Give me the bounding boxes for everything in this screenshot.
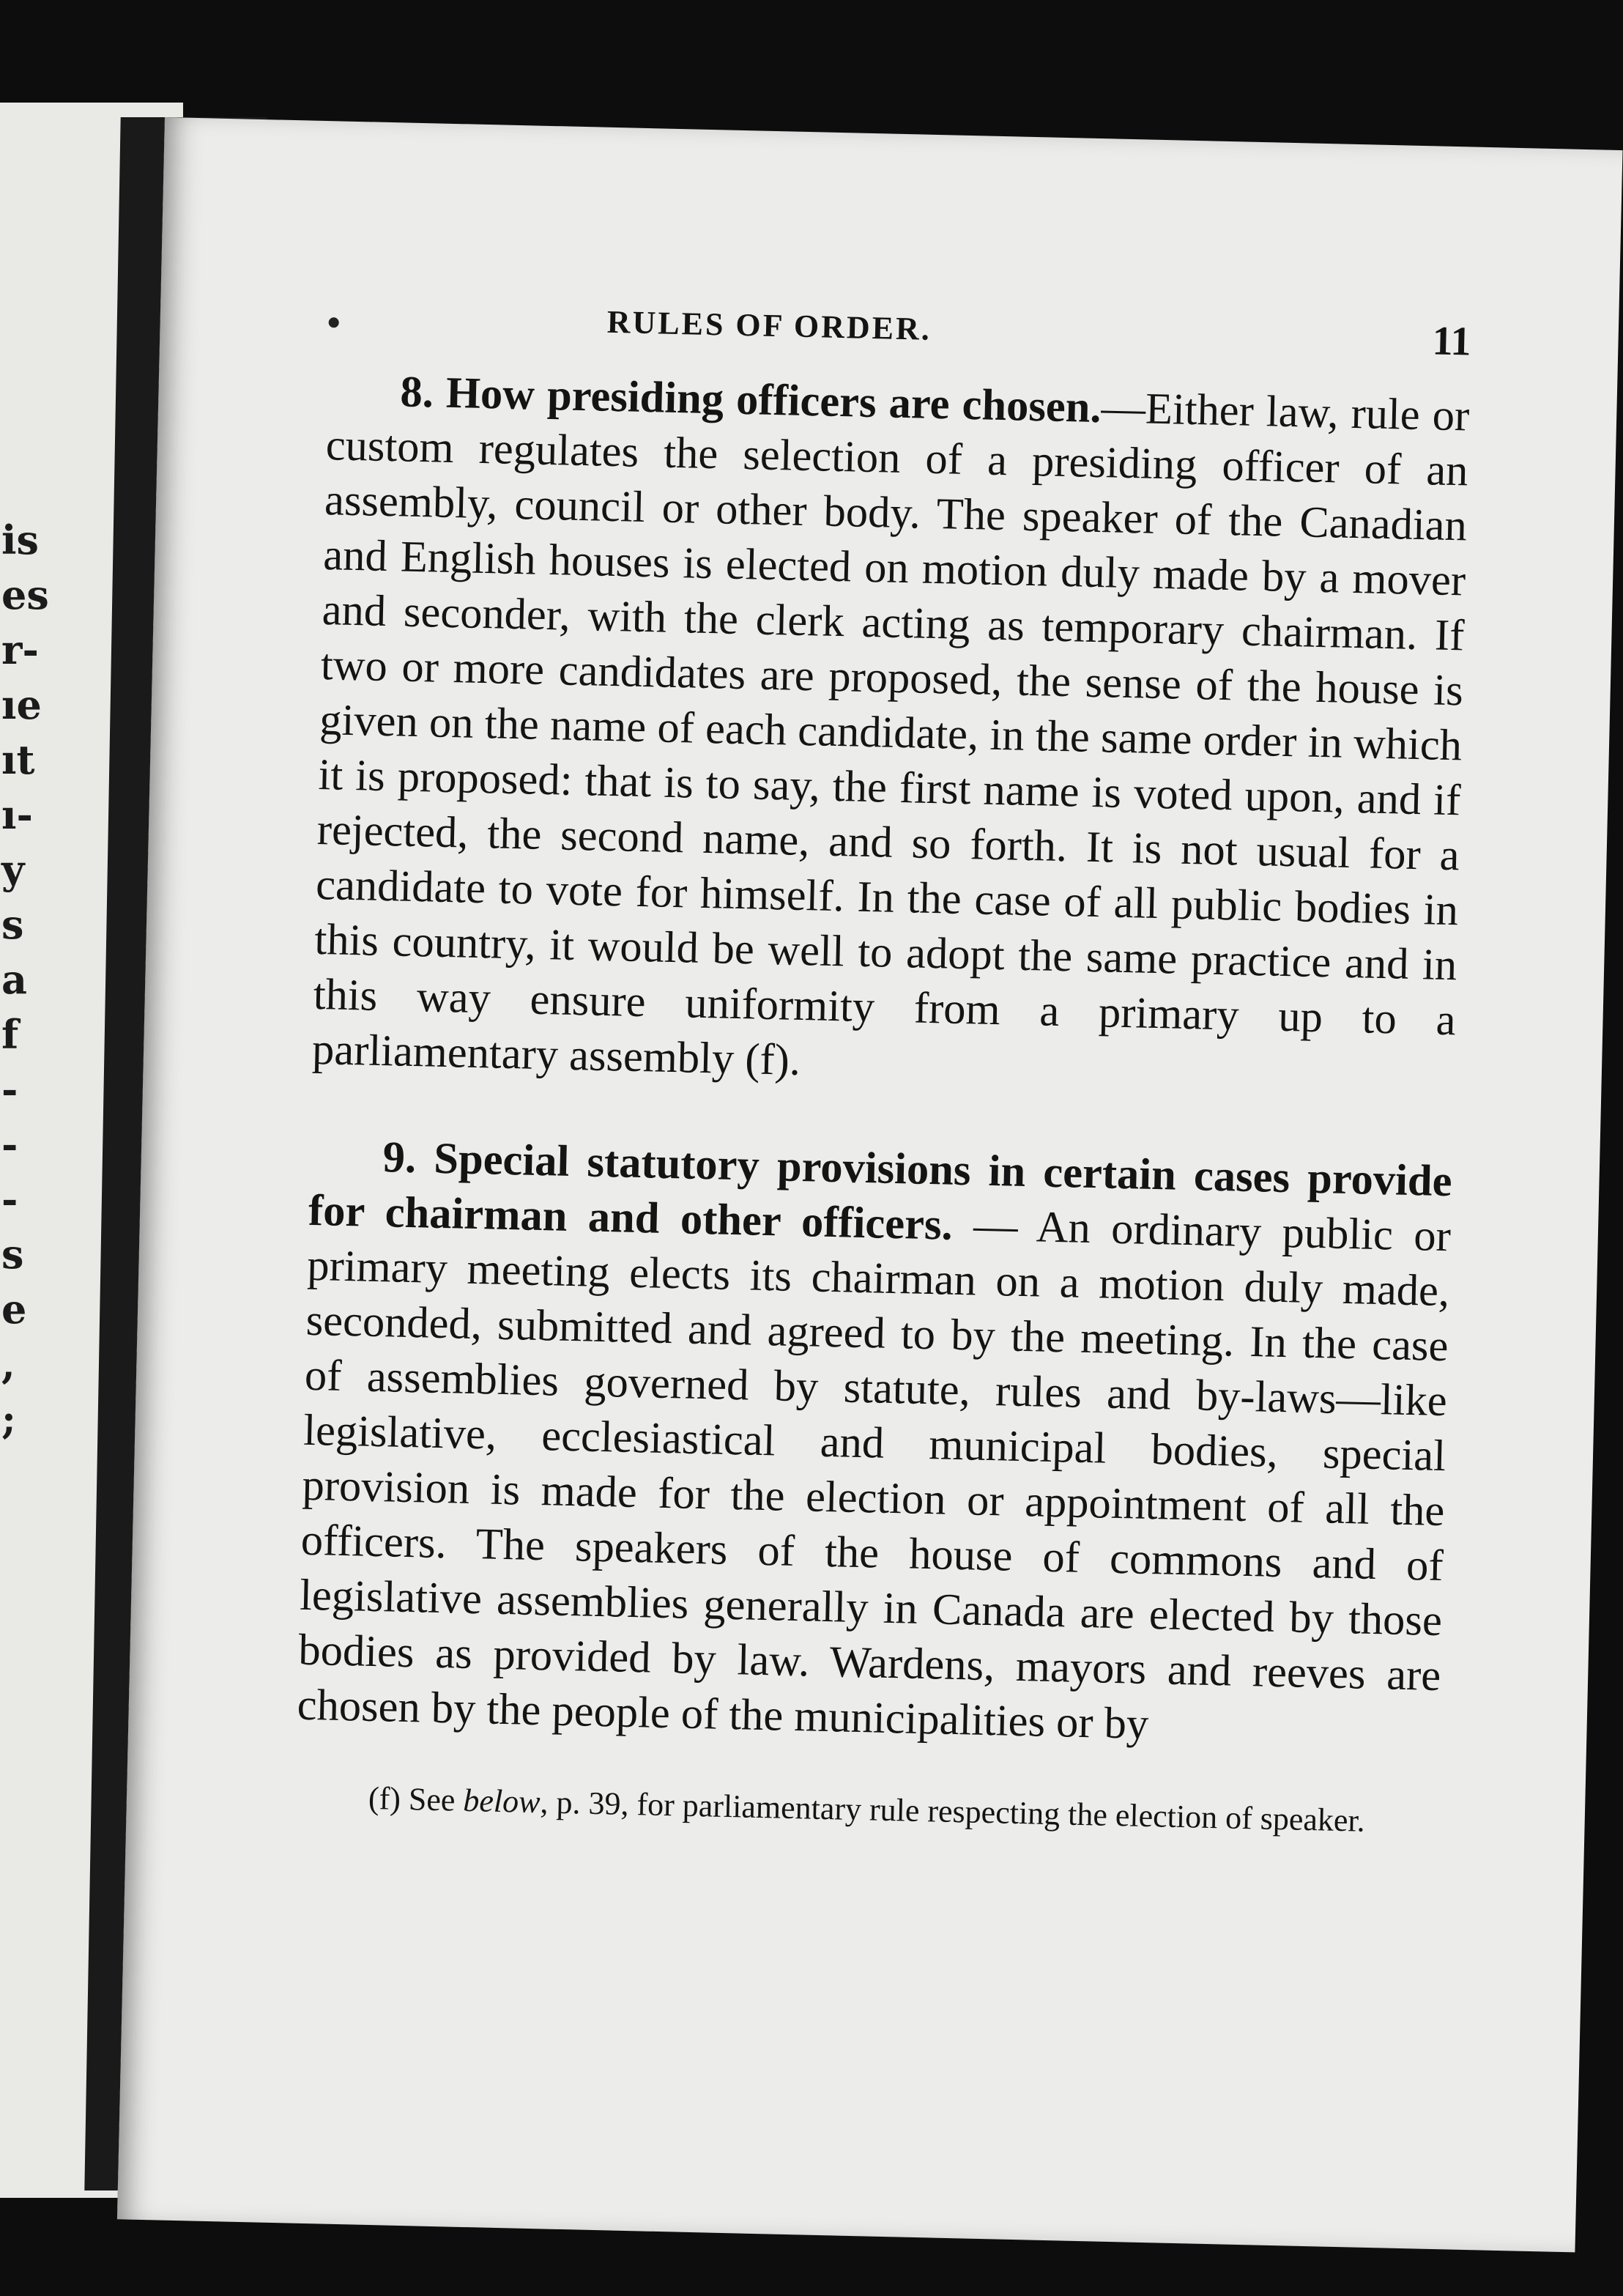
ink-dot	[329, 317, 339, 327]
footnote-marker: (f) See	[368, 1780, 464, 1818]
fragment: r-	[1, 626, 39, 673]
fragment: -	[1, 1176, 18, 1223]
fragment: s	[1, 1231, 24, 1278]
fragment: ,	[1, 1341, 15, 1388]
fragment: es	[1, 571, 49, 618]
footnote-text: , p. 39, for parliamentary rule respecting the election of speaker.	[540, 1784, 1366, 1839]
fragment: e	[1, 1286, 27, 1333]
section-9-heading: 9. Special statutory provisions in certain cases provide for chairman and other officers.	[308, 1133, 1453, 1250]
page-text-block	[294, 297, 1471, 1843]
fragment: y	[1, 846, 25, 893]
section-8-heading: 8. How presiding officers are chosen.	[399, 367, 1102, 433]
fragment: ıe	[1, 681, 42, 728]
fragment: ;	[1, 1396, 16, 1443]
section-9-body: — An ordinary public or primary meeting elects its chairman on a motion duly made, seconded, submitted and agreed to by the meeting. In the case of assemblies governed by statute, rules and by-laws—like legislative, ecclesiastical and municipal bodies, special provision is made for the election or appointment of all the officers. The speakers of the house of commons and of legislative assemblies generally in Canada are elected by those bodies as provided by law. Wardens, mayors and reeves are chosen by the people of the municipalities or by	[297, 1200, 1452, 1749]
section-8-paragraph	[311, 363, 1470, 1103]
fragment: ı-	[1, 791, 33, 838]
fragment: f	[1, 1011, 19, 1058]
footnote-italic-word: below	[462, 1782, 541, 1821]
fragment: s	[1, 901, 24, 948]
page-number: 11	[1431, 318, 1472, 365]
fragment: is	[1, 516, 39, 563]
section-9-paragraph	[297, 1128, 1452, 1758]
left-page-text-fragments	[1, 513, 49, 1447]
fragment: -	[1, 1121, 18, 1168]
fragment: ıt	[1, 736, 35, 783]
fragment: -	[1, 1066, 18, 1113]
fragment: a	[1, 956, 27, 1003]
running-head-title: RULES OF ORDER.	[606, 303, 932, 347]
section-8-body: —Either law, rule or custom regulates the selection of a presiding officer of an assembly, council or other body. The speaker of the Canadian and English houses is elected on motion duly made by a mover and seconder, with the clerk acting as temporary chairman. If two or more candidates are proposed, the sense of the house is given on the name of each candidate, in the same order in which it is proposed: that is to say, the first name is voted upon, and if rejected, the second name, and so forth. It is not usual for a candidate to vote for himself. In the case of all public bodies in this country, it would be well to adopt the same practice and in this way ensure uniformity from a primary up to a parliamentary assembly (f).	[311, 383, 1470, 1086]
book-page	[117, 117, 1623, 2252]
